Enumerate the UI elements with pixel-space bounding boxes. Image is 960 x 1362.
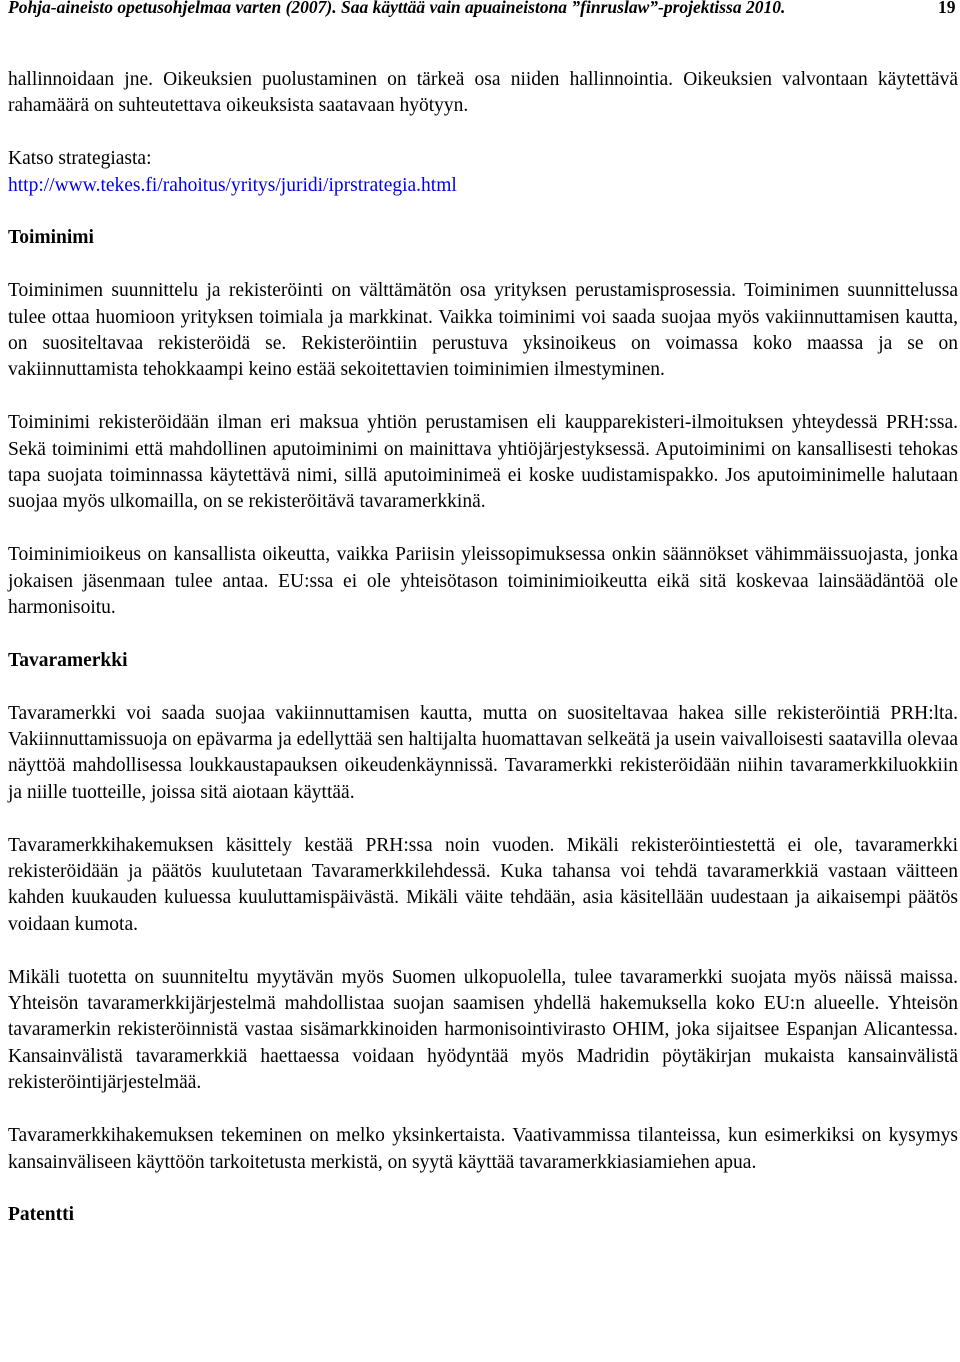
tavaramerkki-paragraph-1: Tavaramerkki voi saada suojaa vakiinnuttamisen kautta, mutta on suositeltavaa hakea sille rekisteröintiä PRH:lta. Vakiinnuttamissuoja on epävarma ja edellyttää sen haltijalta huomattavan selkeätä ja usein vaivalloisesti saatavilla olevaa näyttöä mahdollisessa loukkaustapauksen oikeudenkäynnissä. Tavaramerkki rekisteröidään niihin tavaramerkkiluokkiin ja niille tuotteille, joissa sitä aiotaan käyttää. [8,702,958,803]
tavaramerkki-paragraph-4: Tavaramerkkihakemuksen tekeminen on melko yksinkertaista. Vaativammissa tilanteissa, kun esimerkiksi on kysymys kansainväliseen käyttöön tarkoitetusta merkistä, on syytä käyttää tavaramerkkiasiamiehen apua. [8,1125,958,1173]
strategy-label: Katso strategiasta: [8,148,152,170]
page-number: 19 [938,0,956,17]
strategy-link[interactable]: http://www.tekes.fi/rahoitus/yritys/juridi/iprstrategia.html [8,174,457,196]
section-heading-toiminimi: Toiminimi [8,227,94,249]
toiminimi-paragraph-3: Toiminimioikeus on kansallista oikeutta, vaikka Pariisin yleissopimuksessa onkin säännökset vähimmäissuojasta, jonka jokaisen jäsenmaan tulee antaa. EU:ssa ei ole yhteisötason toiminimioikeutta eikä sitä koskevaa lainsäädäntöä ole harmonisoitu. [8,544,958,619]
tavaramerkki-paragraph-3: Mikäli tuotetta on suunniteltu myytävän myös Suomen ulkopuolella, tulee tavaramerkki suojata myös näissä maissa. Yhteisön tavaramerkkijärjestelmä mahdollistaa suojan saamisen yhdellä hakemuksella koko EU:n alueelle. Yhteisön tavaramerkin rekisteröinnistä vastaa sisämarkkinoiden harmonisointivirasto OHIM, joka sijaitsee Espanjan Alicantessa. Kansainvälistä tavaramerkkiä haettaessa voidaan hyödyntää myös Madridin pöytäkirjan mukaista kansainvälistä rekisteröintijärjestelmää. [8,966,958,1094]
document-body [8,67,958,1229]
page-header [8,0,956,18]
strategy-link-line [8,173,958,199]
header-text: Pohja-aineisto opetusohjelmaa varten (2007). Saa käyttää vain apuaineistona ”finruslaw”-projektissa 2010. [8,0,786,17]
section-heading-patentti: Patentti [8,1204,75,1226]
toiminimi-paragraph-1: Toiminimen suunnittelu ja rekisteröinti on välttämätön osa yrityksen perustamisprosessia. Toiminimen suunnittelussa tulee ottaa huomioon yrityksen toimiala ja markkinat. Vaikka toiminimi voi saada suojaa myös vakiinnuttamisen kautta, on suositeltavaa rekisteröidä se. Rekisteröintiin perustuva yksinoikeus on voimassa koko maassa ja se on vakiinnuttamista tehokkaampi keino estää sekoitettavien toiminimien ilmestyminen. [8,280,958,381]
section-heading-tavaramerkki: Tavaramerkki [8,649,128,671]
intro-paragraph: hallinnoidaan jne. Oikeuksien puolustaminen on tärkeä osa niiden hallinnointia. Oikeuksien valvontaan käytettävä rahamäärä on suhteutettava oikeuksista saatavaan hyötyyn. [8,69,958,117]
toiminimi-paragraph-2: Toiminimi rekisteröidään ilman eri maksua yhtiön perustamisen eli kaupparekisteri-ilmoituksen yhteydessä PRH:ssa. Sekä toiminimi että mahdollinen aputoiminimi on mainittava yhtiöjärjestyksessä. Aputoiminimi on kansallisesti tehokas tapa suojata toiminnassa käytettävä nimi, sillä aputoiminimeä ei koske uudistamispakko. Jos aputoiminimelle halutaan suojaa myös ulkomailla, on se rekisteröitävä tavaramerkkinä. [8,412,958,513]
tavaramerkki-paragraph-2: Tavaramerkkihakemuksen käsittely kestää PRH:ssa noin vuoden. Mikäli rekisteröintiestettä ei ole, tavaramerkki rekisteröidään ja päätös kuulutetaan Tavaramerkkilehdessä. Kuka tahansa voi tehdä tavaramerkkiä vastaan väitteen kahden kuukauden kuluessa kuuluttamispäivästä. Mikäli väite tehdään, asia käsitellään uudestaan ja aikaisempi päätös voidaan kumota. [8,834,958,935]
